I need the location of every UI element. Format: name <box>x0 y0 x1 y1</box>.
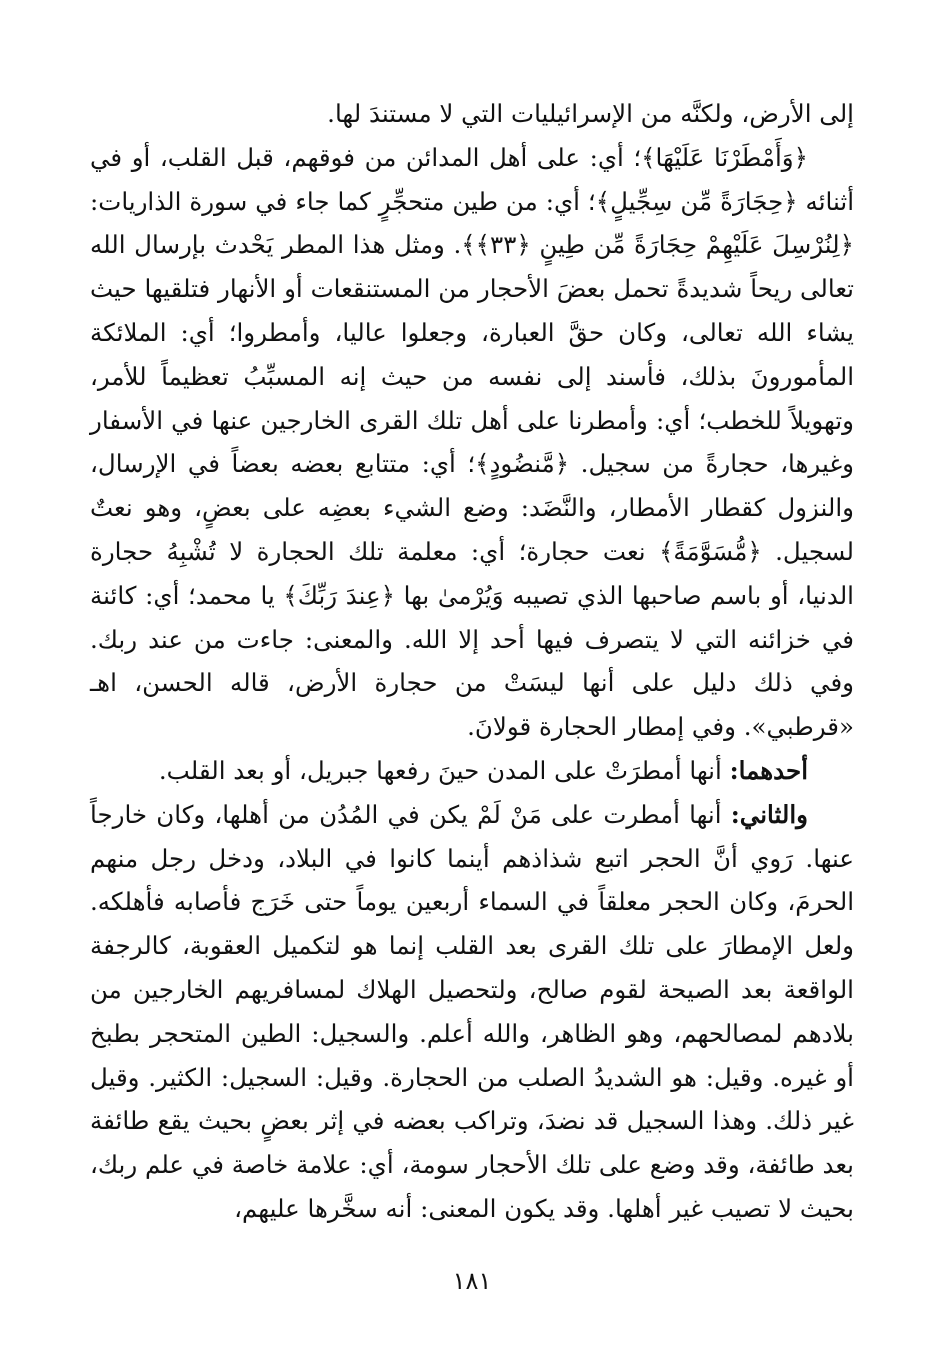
paragraph-1 <box>90 92 854 136</box>
paragraph-2 <box>90 136 854 749</box>
paragraph-3-text: أنها أمطرَتْ على المدن حينَ رفعها جبريل، أو بعد القلب. <box>158 755 730 785</box>
page-number: ١٨١ <box>452 1267 492 1295</box>
paragraph-3 <box>90 749 854 793</box>
page-body-text <box>90 92 854 1231</box>
paragraph-4-text: أنها أمطرت على مَنْ لَمْ يكن في المُدُن من أهلها، وكان خارجاً عنها. رَوي أنَّ الحجر اتبع شذاذهم أينما كانوا في البلاد، ودخل رجل منهم الحرمَ، وكان الحجر معلقاً في السماء أربعين يوماً حتى خَرَج فأصابه فأهلكه. ولعل الإمطارَ على تلك القرى بعد القلب إنما هو لتكميل العقوبة، كالرجفة الواقعة بعد الصيحة لقوم صالح، ولتحصيل الهلاك لمسافريهم الخارجين من بلادهم لمصالحهم، وهو الظاهر، والله أعلم. والسجيل: الطين المتحجر بطبخ أو غيره. وقيل: هو الشديدُ الصلب من الحجارة. وقيل: السجيل: الكثير. وقيل غير ذلك. وهذا السجيل قد نضدَ، وتراكب بعضه في إثر بعضٍ بحيث يقع طائفة بعد طائفة، وقد وضع على تلك الأحجار سومة، أي: علامة خاصة في علم ربك، بحيث لا تصيب غير أهلها. وقد يكون المعنى: أنه سخَّرها عليهم، <box>90 799 854 1223</box>
paragraph-4 <box>90 793 854 1231</box>
paragraph-4-lead: والثاني: <box>730 799 808 829</box>
paragraph-1-text: إلى الأرض، ولكنَّه من الإسرائيليات التي لا مستندَ لها. <box>327 99 854 128</box>
paragraph-3-lead: أحدهما: <box>729 755 808 785</box>
paragraph-2-text: ﴿وَأَمْطَرْنَا عَلَيْهَا﴾؛ أي: على أهل المدائن من فوقهم، قبل القلب، أو في أثنائه ﴿حِجَارَةً مِّن سِجِّيلٍ﴾؛ أي: من طين متحجِّرٍ كما جاء في سورة الذاريات: ﴿لِنُرْسِلَ عَلَيْهِمْ حِجَارَةً مِّن طِينٍ ﴿٣٣﴾﴾. ومثل هذا المطر يَحْدث بإرسال الله تعالى ريحاً شديدةً تحمل بعضَ الأحجار من المستنقعات أو الأنهار فتلقيها حيث يشاء الله تعالى، وكان حقَّ العبارة، وجعلوا عاليا، وأمطروا؛ أي: الملائكة المأمورونَ بذلك، فأسند إلى نفسه من حيث إنه المسبِّبُ تعظيماً للأمر، وتهويلاً للخطب؛ أي: وأمطرنا على أهل تلك القرى الخارجين عنها في الأسفار وغيرها، حجارةً من سجيل. ﴿مَّنضُودٍ﴾؛ أي: متتابع بعضه بعضاً في الإرسال، والنزول كقطار الأمطار، والنَّضَد: وضع الشيء بعضِه على بعضٍ، وهو نعتٌ لسجيل. ﴿مُّسَوَّمَةً﴾ نعت حجارة؛ أي: معلمة تلك الحجارة لا تُشْبِهُ حجارة الدنيا، أو باسم صاحبها الذي تصيبه وَيُرْمىٰ بها ﴿عِندَ رَبِّكَ﴾ يا محمد؛ أي: كائنة في خزائنه التي لا يتصرف فيها أحد إلا الله. والمعنى: جاءت من عند ربك. وفي ذلك دليل على أنها ليسَتْ من حجارة الأرض، قاله الحسن، اهـ «قرطبي». وفي إمطار الحجارة قولانَ. <box>90 142 854 742</box>
